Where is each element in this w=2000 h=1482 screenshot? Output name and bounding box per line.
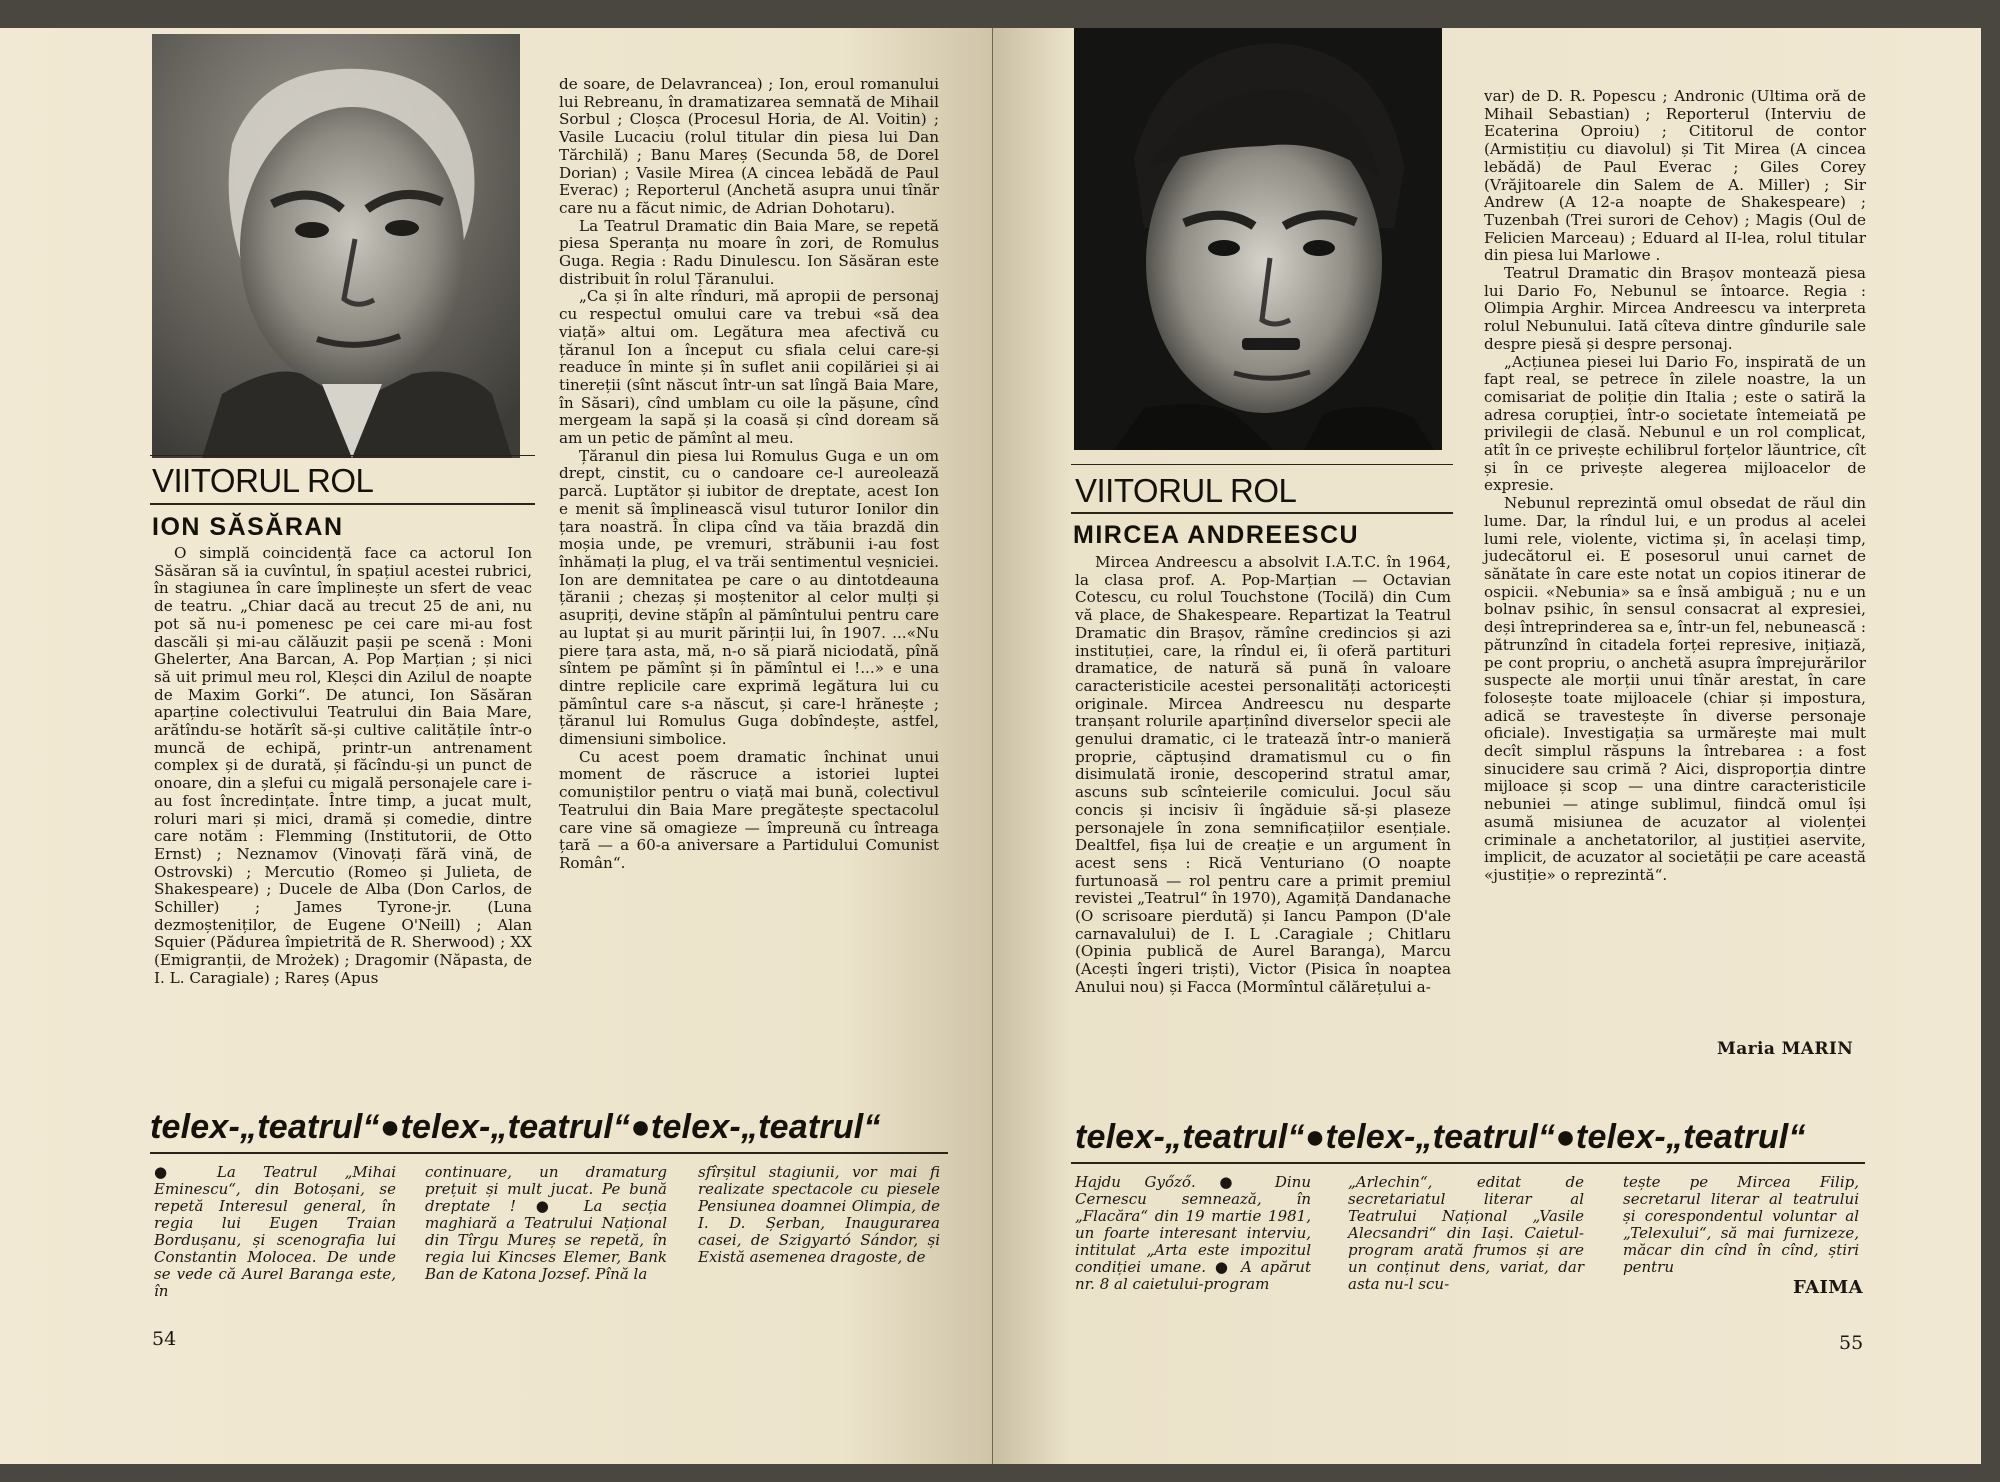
telex-column bbox=[154, 1164, 396, 1300]
portrait-photo-right bbox=[1074, 28, 1442, 450]
author-signature: Maria MARIN bbox=[1717, 1039, 1854, 1059]
telex-text: ● La Teatrul „Mihai Eminescu“, din Botoșani, se repetă Interesul general, în regia lui Eugen Traian Bordușanu, și scenografia lui Constantin Molocea. De unde se vede că Aurel Baranga este, în bbox=[154, 1163, 396, 1300]
telex-text: Hajdu Győző. ● Dinu Cernescu semnează, în „Flacăra“ din 19 martie 1981, un foarte interesant interviu, intitulat „Arta este impozitul condiției umane. ● A apărut nr. 8 al caietului-program bbox=[1075, 1173, 1311, 1293]
column-heading: VIITORUL ROL bbox=[1075, 472, 1297, 509]
heading-rule-top bbox=[150, 455, 535, 456]
page-number: 55 bbox=[1839, 1332, 1864, 1354]
actor-name: ION SĂSĂRAN bbox=[152, 513, 344, 541]
telex-text: continuare, un dramaturg prețuit și mult jucat. Pe bună dreptate ! ● La secția maghiară a Teatrului Național din Tîrgu Mureș se repetă, în regia lui Kincses Elemer, Bank Ban de Katona Jozsef. Pînă la bbox=[425, 1163, 667, 1283]
heading-rule bbox=[150, 503, 535, 505]
paragraph: Mircea Andreescu a absolvit I.A.T.C. în 1964, la clasa prof. A. Pop-Marțian — Octavian Cotescu, cu rolul Touchstone (Tocilă) din Cum vă place, de Shakespeare. Repartizat la Teatrul Dramatic din Brașov, rămîne credincios și azi instituției, care, la rîndul ei, îi oferă partituri dramatice, de natură să pună în valoare caracteristicile acestei personalități actoricești originale. Mircea Andreescu nu desparte tranșant rolurile aparținînd diverselor specii ale genului dramatic, ci le tratează într-o manieră proprie, căptușind dramatismul cu o fin disimulată ironie, descoperind stratul amar, ascuns sub scînteierile comicului. Jocul său concis și incisiv îi îngăduie să-și plaseze personajele în zona semnificațiilor esențiale. Dealtfel, fișa lui de creație e un argument în acest sens : Rică Venturiano (O noapte furtunoasă — rol pentru care a primit premiul revistei „Teatrul“ în 1970), Agamiță Dandanache (O scrisoare pierdută) și Iancu Pampon (D'ale carnavalului) de I. L .Caragiale ; Chitlaru (Opinia publică de Aurel Baranga), Marcu (Acești îngeri triști), Victor (Pisica în noaptea Anului nou) și Facca (Mormîntul călărețului a- bbox=[1075, 553, 1451, 996]
actor-name: MIRCEA ANDREESCU bbox=[1073, 521, 1360, 549]
telex-column bbox=[1623, 1174, 1859, 1276]
right-article-col1 bbox=[1075, 554, 1451, 997]
right-article-col2 bbox=[1484, 88, 1866, 885]
heading-rule bbox=[1071, 512, 1453, 514]
telex-rule bbox=[1071, 1162, 1865, 1164]
telex-text: „Arlechin“, editat de secretariatul literar al Teatrului Național „Vasile Alecsandri“ din Iași. Caietul-program arată frumos și are un conținut dens, variat, dar asta nu-l scu- bbox=[1348, 1173, 1584, 1293]
telex-rule bbox=[150, 1152, 948, 1154]
paragraph: Nebunul reprezintă omul obsedat de răul din lume. Dar, la rîndul lui, e un produs al acelei lumi rele, violente, victima și, în același timp, judecătorul ei. E posesorul unui carnet de sănătate în care este notat un copios itinerar de ospicii. «Nebunia» sa e însă ambiguă ; nu e un bolnav psihic, în sensul consacrat al expresiei, deși întreprinderea sa e, într-un fel, nebunească : pătrunzînd în citadela forței represive, inițiază, pe cont propriu, o anchetă asupra împrejurărilor suspecte ale morții unui tînăr arestat, în care folosește toate mijloacele (chiar și impostura, adică se travestește în diverse personaje oficiale). Investigația sa urmărește mai mult decît simplul răspuns la întrebarea : a fost sinucidere sau crimă ? Aici, disproporția dintre mijloace și scop — una dintre caracteristicile nebuniei — atinge sublimul, fiindcă omul își asumă misiunea de acuzator al violenței criminale a anchetatorilor, al justiției aservite, implicit, de acuzator al societății pe care această «justiție» o reprezintă“. bbox=[1484, 494, 1867, 884]
telex-text: tește pe Mircea Filip, secretarul literar al teatrului și corespondentul voluntar al „Telexului“, să mai furnizeze, măcar din cînd în cînd, știri pentru bbox=[1623, 1173, 1859, 1276]
left-article-col1 bbox=[154, 545, 532, 988]
paragraph: de soare, de Delavrancea) ; Ion, eroul romanului lui Rebreanu, în dramatizarea semnată de Mihail Sorbul ; Cloșca (Procesul Horia, de Al. Voitin) ; Vasile Lucaciu (rolul titular din piesa lui Dan Tărchilă) ; Banu Mareș (Secunda 58, de Dorel Dorian) ; Vasile Mirea (A cincea lebădă de Paul Everac) ; Reporterul (Anchetă asupra unui tînăr care nu a făcut nimic, de Adrian Dohotaru). bbox=[559, 75, 939, 217]
paragraph: La Teatrul Dramatic din Baia Mare, se repetă piesa Speranța nu moare în zori, de Romulus Guga. Regia : Radu Dinulescu. Ion Săsăran este distribuit în rolul Țăranului. bbox=[559, 216, 939, 288]
telex-text: sfîrșitul stagiunii, vor mai fi realizate spectacole cu piesele Pensiunea doamnei Olimpia, de I. D. Șerban, Inaugurarea casei, de Szigyartó Sándor, și Există asemenea dragoste, de bbox=[698, 1163, 940, 1266]
heading-rule-top bbox=[1071, 464, 1453, 465]
telex-signature: FAIMA bbox=[1793, 1277, 1864, 1298]
telex-banner: telex-„teatrul“●telex-„teatrul“●telex-„teatrul“ bbox=[150, 1108, 881, 1146]
paragraph: var) de D. R. Popescu ; Andronic (Ultima oră de Mihail Sebastian) ; Reporterul (Interviu de Ecaterina Oproiu) ; Cititorul de contor (Armistițiu cu diavolul) și Tit Mirea (A cincea lebădă) de Paul Everac ; Giles Corey (Vrăjitoarele din Salem de A. Miller) ; Sir Andrew (A 12-a noapte de Shakespeare) ; Tuzenbah (Trei surori de Cehov) ; Magis (Oul de Felicien Marceau) ; Eduard al II-lea, rolul titular din piesa lui Marlowe . bbox=[1484, 87, 1866, 265]
telex-banner: telex-„teatrul“●telex-„teatrul“●telex-„teatrul“ bbox=[1075, 1118, 1806, 1156]
right-page bbox=[993, 28, 1981, 1464]
paragraph: „Acțiunea piesei lui Dario Fo, inspirată de un fapt real, se petrece în zilele noastre, la un comisariat de poliție din Italia ; este o satiră la adresa corupției, într-o societate întemeiată pe privilegii de clasă. Nebunul e un rol complicat, atît în ce privește echilibrul forțelor lăuntrice, cît și în ce privește alegerea mijloacelor de expresie. bbox=[1484, 352, 1866, 495]
left-page bbox=[0, 28, 992, 1464]
column-heading: VIITORUL ROL bbox=[152, 462, 374, 499]
paragraph: Țăranul din piesa lui Romulus Guga e un om drept, cinstit, cu o candoare ce-l aureolează parcă. Luptător și iubitor de dreptate, acest Ion e menit să împlinească visul tuturor Ionilor din țara noastră. În clipa cînd va tăia brazdă din moșia unde, pe vremuri, străbunii i-au fost înhămați la plug, el va trăi sentimentul veșniciei. Ion are demnitatea pe care o au dintotdeauna țăranii ; chezaș și moștenitor al celor mulți și asupriți, devine stăpîn al pămîntului pentru care au luptat și au murit părinții lui, în 1907. ...«Nu piere țara asta, mă, n-o să piară niciodată, pînă sîntem pe pămînt și în pămîntul ei !...» e una dintre replicile care exprimă legătura lui cu pămîntul care s-a născut, și care-l hrănește ; țăranul lui Romulus Guga dobîndește, astfel, dimensiuni simbolice. bbox=[559, 446, 939, 749]
paragraph: O simplă coincidență face ca actorul Ion Săsăran să ia cuvîntul, în spațiul acestei rubrici, în stagiunea în care împlinește un sfert de veac de teatru. „Chiar dacă au trecut 25 de ani, nu pot să nu-i pomenesc pe cei care mi-au fost dascăli și mi-au călăuzit pașii pe scenă : Moni Ghelerter, Ana Barcan, A. Pop Marțian ; și nici să uit primul meu rol, Kleșci din Azilul de noapte de Maxim Gorki“. De atunci, Ion Săsăran aparține colectivului Teatrului din Baia Mare, arătîndu-se hotărît să-și cultive calitățile într-o muncă de echipă, printr-un antrenament complex și de durată, și făcîndu-și un punct de onoare, din a șlefui cu migală personajele care i-au fost încredințate. Între timp, a jucat mult, roluri mari și mici, dramă și comedie, dintre care notăm : Flemming (Institutorii, de Otto Ernst) ; Neznamov (Vinovați fără vină, de Ostrovski) ; Mercutio (Romeo și Julieta, de Shakespeare) ; Ducele de Alba (Don Carlos, de Schiller) ; James Tyrone-jr. (Luna dezmoșteniților, de Eugene O'Neill) ; Alan Squier (Pădurea împietrită de R. Sherwood) ; XX (Emigranții, de Mrożek) ; Dragomir (Năpasta, de I. L. Caragiale) ; Rareș (Apus bbox=[154, 544, 532, 987]
paragraph: Teatrul Dramatic din Brașov montează piesa lui Dario Fo, Nebunul se întoarce. Regia : Olimpia Arghir. Mircea Andreescu va interpreta rolul Nebunului. Iată cîteva dintre gîndurile sale despre piesă și despre personaj. bbox=[1484, 264, 1866, 353]
telex-column bbox=[1075, 1174, 1311, 1293]
portrait-ion-sasaran bbox=[152, 34, 520, 458]
page-number: 54 bbox=[152, 1328, 177, 1350]
telex-column bbox=[425, 1164, 667, 1283]
paragraph: Cu acest poem dramatic închinat unui moment de răscruce a istoriei luptei comuniștilor pentru o viață mai bună, colectivul Teatrului din Baia Mare pregătește spectacolul care vine să omagieze — împreună cu întreaga țară — a 60-a aniversare a Partidului Comunist Român“. bbox=[559, 747, 939, 872]
paragraph: „Ca și în alte rînduri, mă apropii de personaj cu respectul omului care va trebui «să dea viață» altui om. Legătura mea afectivă cu țăranul Ion a început cu sfiala celui care-și readuce în minte și în suflet anii copilăriei și ai tinereții (sînt născut într-un sat lîngă Baia Mare, în Săsari), cînd umblam cu oile la pășune, cînd mergeam la sapă și la coasă și cînd doream să am un petic de pămînt al meu. bbox=[559, 287, 939, 448]
portrait-photo-left bbox=[152, 34, 520, 458]
telex-column bbox=[698, 1164, 940, 1266]
left-article-col2 bbox=[559, 76, 939, 873]
portrait-mircea-andreescu bbox=[1074, 28, 1442, 450]
telex-column bbox=[1348, 1174, 1584, 1293]
